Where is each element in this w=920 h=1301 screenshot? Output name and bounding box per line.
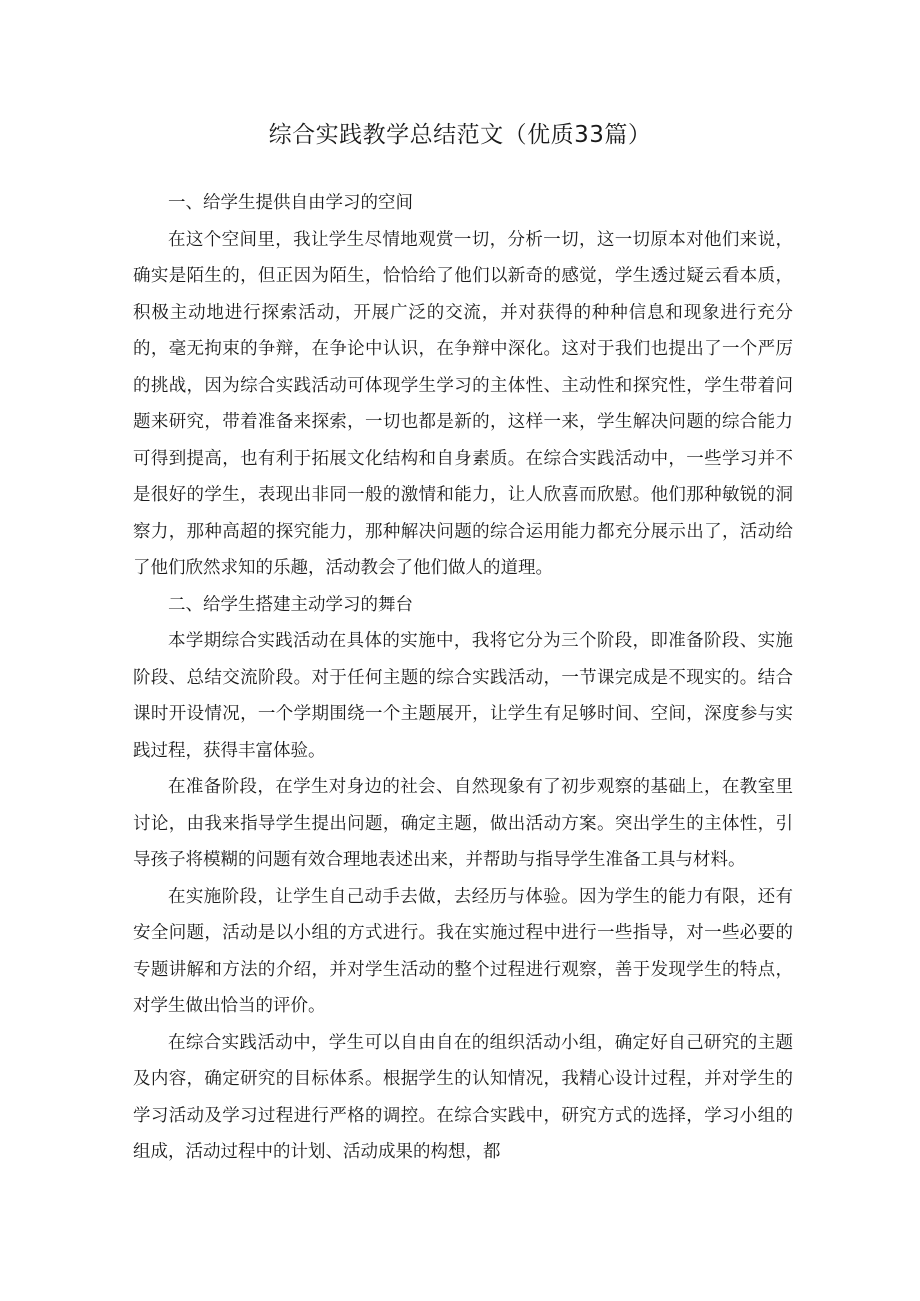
paragraph-4: 在实施阶段，让学生自己动手去做，去经历与体验。因为学生的能力有限，还有安全问题，活动是以小组的方式进行。我在实施过程中进行一些指导，对一些必要的专题讲解和方法的介绍，并对学生活动的整个过程进行观察，善于发现学生的特点，对学生做出恰当的评价。 <box>133 886 793 1016</box>
paragraph-5: 在综合实践活动中，学生可以自由自在的组织活动小组，确定好自己研究的主题及内容，确定研究的目标体系。根据学生的认知情况，我精心设计过程，并对学生的学习活动及学习过程进行严格的调控。在综合实践中，研究方式的选择，学习小组的组成，活动过程中的计划、活动成果的构想，都 <box>133 1032 793 1162</box>
document-body <box>133 185 793 1171</box>
paragraph-1: 在这个空间里，我让学生尽情地观赏一切，分析一切，这一切原本对他们来说，确实是陌生的，但正因为陌生，恰恰给了他们以新奇的感觉，学生透过疑云看本质，积极主动地进行探索活动，开展广泛的交流，并对获得的种种信息和现象进行充分的，毫无拘束的争辩，在争论中认识，在争辩中深化。这对于我们也提出了一个严厉的挑战，因为综合实践活动可体现学生学习的主体性、主动性和探究性，学生带着问题来研究，带着准备来探索，一切也都是新的，这样一来，学生解决问题的综合能力可得到提高，也有利于拓展文化结构和自身素质。在综合实践活动中，一些学习并不是很好的学生，表现出非同一般的激情和能力，让人欣喜而欣慰。他们那种敏锐的洞察力，那种高超的探究能力，那种解决问题的综合运用能力都充分展示出了，活动给了他们欣然求知的乐趣，活动教会了他们做人的道理。 <box>133 229 793 578</box>
paragraph-2: 本学期综合实践活动在具体的实施中，我将它分为三个阶段，即准备阶段、实施阶段、总结交流阶段。对于任何主题的综合实践活动，一节课完成是不现实的。结合课时开设情况，一个学期围绕一个主题展开，让学生有足够时间、空间，深度参与实践过程，获得丰富体验。 <box>133 631 793 761</box>
section-heading-1: 一、给学生提供自由学习的空间 <box>168 193 413 213</box>
document-title: 综合实践教学总结范文（优质33篇） <box>268 122 652 148</box>
section-heading-2: 二、给学生搭建主动学习的舞台 <box>168 594 413 615</box>
paragraph-3: 在准备阶段，在学生对身边的社会、自然现象有了初步观察的基础上，在教室里讨论，由我来指导学生提出问题，确定主题，做出活动方案。突出学生的主体性，引导孩子将模糊的问题有效合理地表述出来，并帮助与指导学生准备工具与材料。 <box>133 777 793 870</box>
